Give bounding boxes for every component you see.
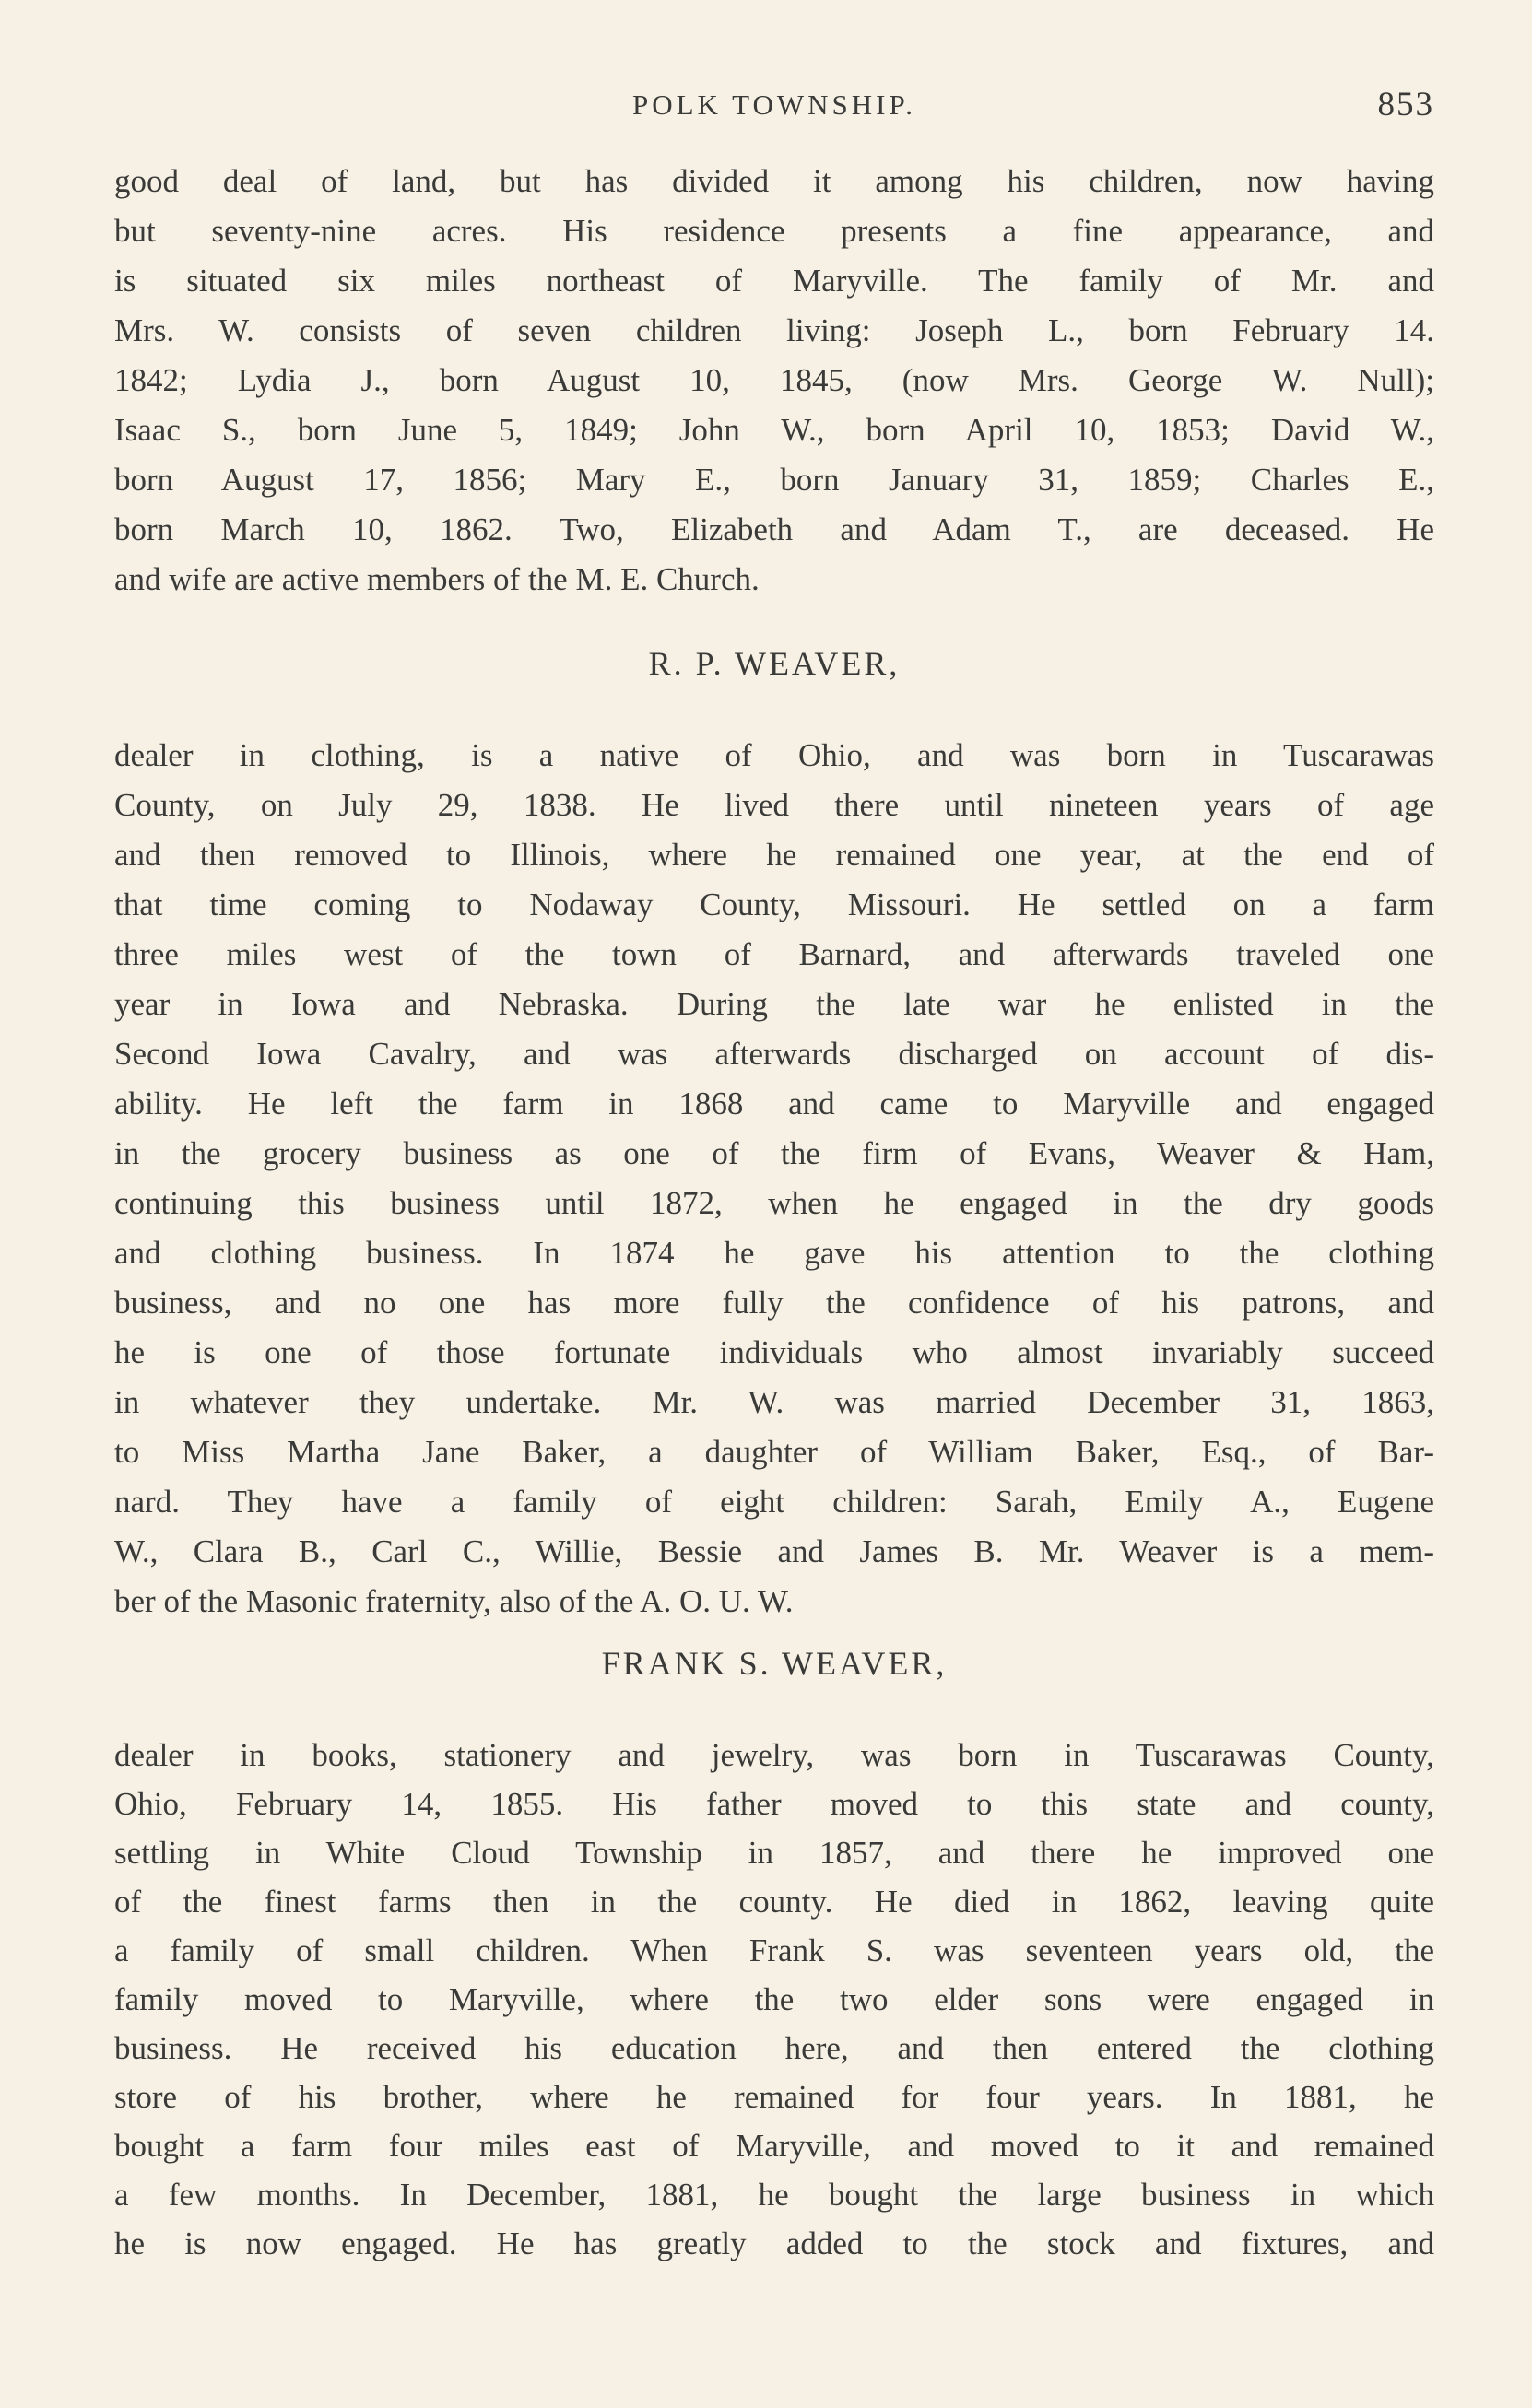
text-line: County, on July 29, 1838. He lived there until nineteen years of age (114, 787, 1434, 823)
text-line: nard. They have a family of eight children: Sarah, Emily A., Eugene (114, 1484, 1434, 1520)
text-line: and then removed to Illinois, where he remained one year, at the end of (114, 837, 1434, 873)
text-line: dealer in books, stationery and jewelry, was born in Tuscarawas County, (114, 1737, 1434, 1773)
page-number: 853 (1377, 86, 1434, 123)
text-line: ability. He left the farm in 1868 and came to Maryville and engaged (114, 1086, 1434, 1122)
text-line: 1842; Lydia J., born August 10, 1845, (now Mrs. George W. Null); (114, 362, 1434, 398)
text-line: in whatever they undertake. Mr. W. was married December 31, 1863, (114, 1384, 1434, 1420)
text-line: born August 17, 1856; Mary E., born January 31, 1859; Charles E., (114, 462, 1434, 498)
text-line: dealer in clothing, is a native of Ohio, and was born in Tuscarawas (114, 737, 1434, 773)
text-line: a few months. In December, 1881, he bought the large business in which (114, 2177, 1434, 2213)
text-line: and clothing business. In 1874 he gave his attention to the clothing (114, 1235, 1434, 1271)
text-line: year in Iowa and Nebraska. During the late war he enlisted in the (114, 986, 1434, 1022)
text-line: that time coming to Nodaway County, Missouri. He settled on a farm (114, 887, 1434, 922)
text-line: is situated six miles northeast of Maryville. The family of Mr. and (114, 263, 1434, 299)
biography-heading-frank-s-weaver: FRANK S. WEAVER, (601, 1645, 948, 1682)
text-line: in the grocery business as one of the firm of Evans, Weaver & Ham, (114, 1135, 1434, 1171)
biography-frank-s-weaver (114, 1731, 1434, 2268)
text-line: store of his brother, where he remained for four years. In 1881, he (114, 2079, 1434, 2115)
text-line: three miles west of the town of Barnard, and afterwards traveled one (114, 936, 1434, 972)
text-line: family moved to Maryville, where the two elder sons were engaged in (114, 1981, 1434, 2017)
text-line: settling in White Cloud Township in 1857, and there he improved one (114, 1835, 1434, 1871)
text-line: a family of small children. When Frank S. was seventeen years old, the (114, 1932, 1434, 1968)
running-head (114, 77, 1434, 133)
text-line: born March 10, 1862. Two, Elizabeth and Adam T., are deceased. He (114, 511, 1434, 547)
running-title: POLK TOWNSHIP. (631, 88, 917, 121)
biography-rp-weaver (114, 731, 1434, 1627)
text-line: to Miss Martha Jane Baker, a daughter of William Baker, Esq., of Bar- (114, 1434, 1434, 1470)
paragraph-continuation (114, 157, 1434, 605)
text-line: continuing this business until 1872, when he engaged in the dry goods (114, 1185, 1434, 1221)
text-line: business. He received his education here, and then entered the clothing (114, 2030, 1434, 2066)
text-line: but seventy-nine acres. His residence presents a fine appearance, and (114, 213, 1434, 249)
text-line: bought a farm four miles east of Maryville, and moved to it and remained (114, 2128, 1434, 2164)
text-line: ber of the Masonic fraternity, also of the A. O. U. W. (114, 1583, 794, 1619)
text-line: Second Iowa Cavalry, and was afterwards discharged on account of dis- (114, 1036, 1434, 1072)
text-line: and wife are active members of the M. E. Church. (114, 561, 760, 597)
text-line: Mrs. W. consists of seven children living: Joseph L., born February 14. (114, 312, 1434, 348)
text-line: of the finest farms then in the county. He died in 1862, leaving quite (114, 1884, 1434, 1920)
text-line: Ohio, February 14, 1855. His father moved to this state and county, (114, 1786, 1434, 1822)
text-line: he is now engaged. He has greatly added to the stock and fixtures, and (114, 2226, 1434, 2261)
text-line: he is one of those fortunate individuals who almost invariably succeed (114, 1334, 1434, 1370)
biography-heading-rp-weaver: R. P. WEAVER, (648, 645, 901, 682)
text-line: W., Clara B., Carl C., Willie, Bessie and James B. Mr. Weaver is a mem- (114, 1533, 1434, 1569)
text-line: business, and no one has more fully the confidence of his patrons, and (114, 1285, 1434, 1321)
text-line: good deal of land, but has divided it among his children, now having (114, 163, 1434, 199)
text-line: Isaac S., born June 5, 1849; John W., born April 10, 1853; David W., (114, 412, 1434, 448)
